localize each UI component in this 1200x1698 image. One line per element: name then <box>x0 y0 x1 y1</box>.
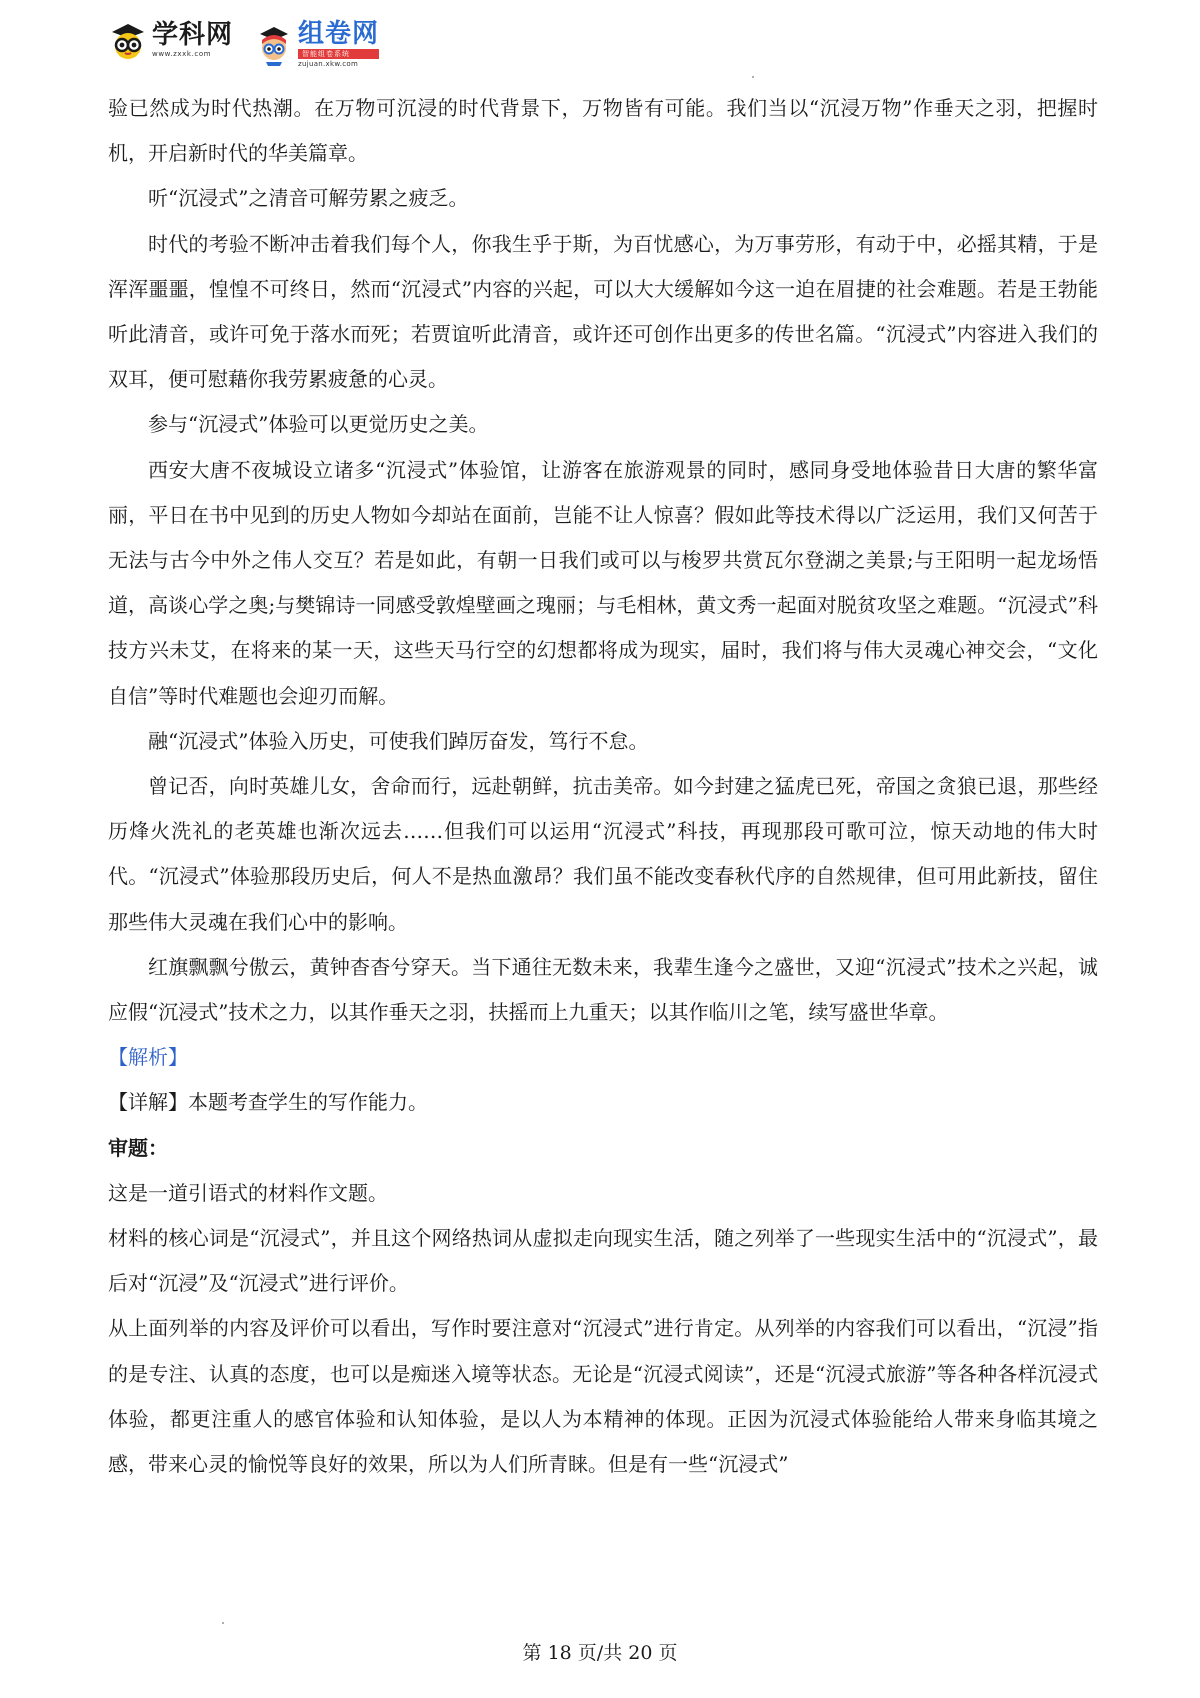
essay-subheading-1: 听“沉浸式”之清音可解劳累之疲乏。 <box>148 186 469 211</box>
review-paragraph: 这是一道引语式的材料作文题。 <box>108 1180 388 1205</box>
student-mascot-icon <box>254 24 294 66</box>
zujuan-logo-url: zujuan.xkw.com <box>298 60 359 68</box>
zujuan-logo[interactable] <box>254 20 379 69</box>
scan-speck <box>222 1622 224 1624</box>
essay-paragraph: 曾记否，向时英雄儿女，舍命而行，远赴朝鲜，抗击美帝。如今封建之猛虎已死，帝国之贪狼已退，那些经历烽火洗礼的老英雄也渐次远去……但我们可以运用“沉浸式”科技，再现那段可歌可泣，惊天动地的伟大时代。“沉浸式”体验那段历史后，何人不是热血激昂？我们虽不能改变春秋代序的自然规律，但可用此新技，留住那些伟大灵魂在我们心中的影响。 <box>108 774 1098 934</box>
analysis-label: 【解析】 <box>108 1045 188 1070</box>
zxxk-logo[interactable] <box>108 20 233 60</box>
page-number: 第 18 页/共 20 页 <box>522 1642 678 1664</box>
page-header <box>108 20 508 76</box>
zujuan-logo-name: 组卷网 <box>298 19 380 49</box>
essay-paragraph: 时代的考验不断冲击着我们每个人，你我生乎于斯，为百忧感心，为万事劳形，有动于中，必摇其精，于是浑浑噩噩，惶惶不可终日，然而“沉浸式”内容的兴起，可以大大缓解如今这一迫在眉捷的社会难题。若是王勃能听此清音，或许可免于落水而死；若贾谊听此清音，或许还可创作出更多的传世名篇。“沉浸式”内容进入我们的双耳，便可慰藉你我劳累疲惫的心灵。 <box>108 231 1098 392</box>
owl-mascot-icon <box>108 20 148 60</box>
zxxk-logo-url: www.zxxk.com <box>152 50 212 58</box>
essay-subheading-3: 融“沉浸式”体验入历史，可使我们踔厉奋发，笃行不怠。 <box>148 728 649 753</box>
detail-label: 【详解】 <box>108 1090 188 1115</box>
zujuan-logo-badge: 智能组卷系统 <box>298 49 379 59</box>
essay-subheading-2: 参与“沉浸式”体验可以更觉历史之美。 <box>148 412 489 437</box>
essay-paragraph: 西安大唐不夜城设立诸多“沉浸式”体验馆，让游客在旅游观景的同时，感同身受地体验昔日大唐的繁华富丽，平日在书中见到的历史人物如今却站在面前，岂能不让人惊喜？假如此等技术得以广泛运用，我们又何苦于无法与古今中外之伟人交互？若是如此，有朝一日我们或可以与梭罗共赏瓦尔登湖之美景;与王阳明一起龙场悟道，高谈心学之奥;与樊锦诗一同感受敦煌壁画之瑰丽；与毛相林，黄文秀一起面对脱贫攻坚之难题。“沉浸式”科技方兴未艾，在将来的某一天，这些天马行空的幻想都将成为现实，届时，我们将与伟大灵魂心神交会，“文化自信”等时代难题也会迎刃而解。 <box>108 457 1098 708</box>
review-paragraph: 从上面列举的内容及评价可以看出，写作时要注意对“沉浸式”进行肯定。从列举的内容我们可以看出，“沉浸”指的是专注、认真的态度，也可以是痴迷入境等状态。无论是“沉浸式阅读”，还是“沉浸式旅游”等各种各样沉浸式体验，都更注重人的感官体验和认知体验，是以人为本精神的体现。正因为沉浸式体验能给人带来身临其境之感，带来心灵的愉悦等良好的效果，所以为人们所青睐。但是有一些“沉浸式” <box>108 1316 1098 1477</box>
essay-paragraph-continuation: 验已然成为时代热潮。在万物可沉浸的时代背景下，万物皆有可能。我们当以“沉浸万物”作垂天之羽，把握时机，开启新时代的华美篇章。 <box>108 96 1098 166</box>
scan-speck <box>752 76 754 78</box>
document-body <box>108 86 1098 1487</box>
detail-text: 本题考查学生的写作能力。 <box>188 1090 428 1115</box>
review-heading: 审题： <box>108 1135 168 1160</box>
essay-conclusion: 红旗飘飘兮傲云，黄钟杳杳兮穿天。当下通往无数未来，我辈生逢今之盛世，又迎“沉浸式”技术之兴起，诚应假“沉浸式”技术之力，以其作垂天之羽，扶摇而上九重天；以其作临川之笔，续写盛世华章。 <box>108 954 1098 1025</box>
zxxk-logo-name: 学科网 <box>152 20 234 50</box>
detail-line <box>108 1080 1098 1125</box>
review-paragraph: 材料的核心词是“沉浸式”，并且这个网络热词从虚拟走向现实生活，随之列举了一些现实生活中的“沉浸式”，最后对“沉浸”及“沉浸式”进行评价。 <box>108 1226 1098 1296</box>
